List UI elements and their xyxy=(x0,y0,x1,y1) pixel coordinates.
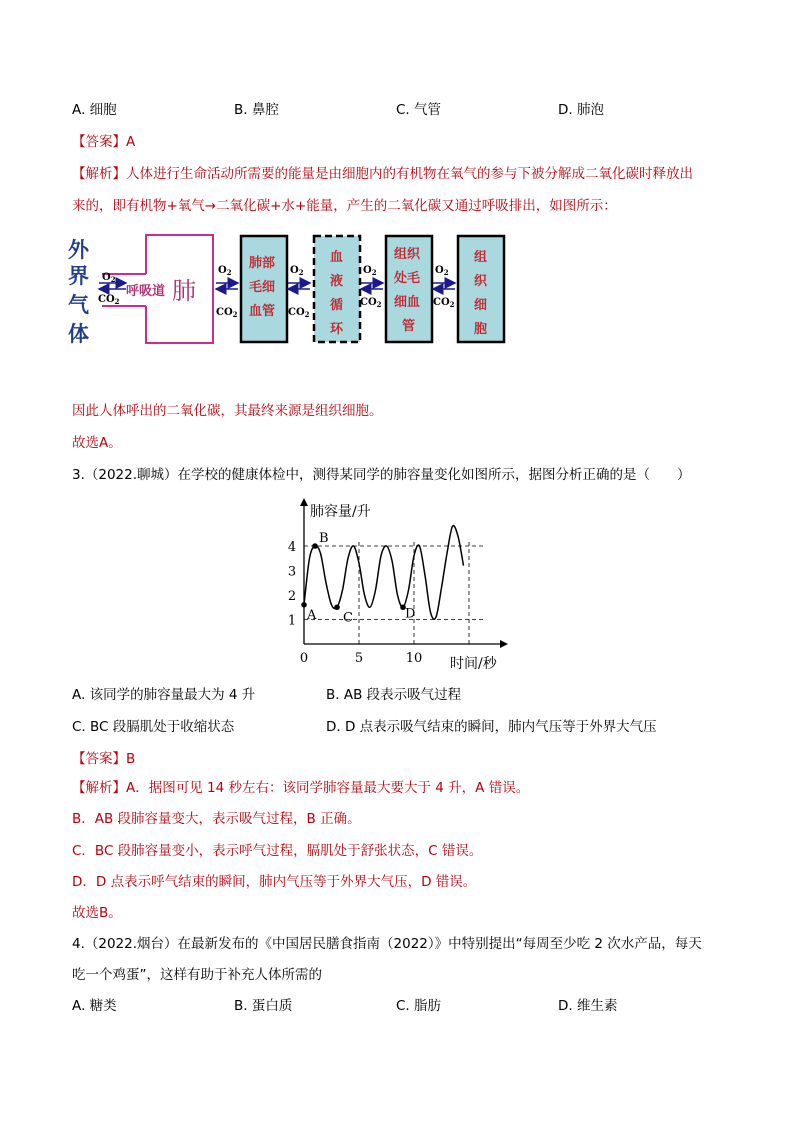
gas-exchange-arrows-1 xyxy=(216,265,238,319)
q2-option-c: C. 气管 xyxy=(396,102,442,118)
q2-choose: 故选A。 xyxy=(72,435,122,451)
x-tick-label: 10 xyxy=(405,651,423,666)
y-axis-label: 肺容量/升 xyxy=(310,504,371,520)
gas-exchange-arrows-2 xyxy=(288,265,310,319)
analysis-bracket: 【解析】 xyxy=(72,166,126,182)
outside-char-3: 气 xyxy=(68,292,89,317)
svg-text:CO2: $CO_2$ xyxy=(216,307,238,319)
analysis-text: A．据图可见 14 秒左右：该同学肺容量最大要大于 4 升，A 错误。 xyxy=(126,780,530,796)
box2-line3: 循 xyxy=(330,298,344,313)
answer-bracket: 【答案】 xyxy=(72,134,126,150)
box3-line1: 组织 xyxy=(394,247,421,262)
q4-option-d: D. 维生素 xyxy=(558,998,618,1014)
analysis-bracket: 【解析】 xyxy=(72,780,126,796)
q3-analysis-line2: B．AB 段肺容量变大，表示吸气过程，B 正确。 xyxy=(72,811,361,827)
q2-option-d: D. 肺泡 xyxy=(558,102,604,118)
box2-line1: 血 xyxy=(330,250,344,265)
answer-value: B xyxy=(126,751,136,767)
outside-char-1: 外 xyxy=(68,237,89,262)
q3-choose: 故选B。 xyxy=(72,905,122,921)
answer-bracket: 【答案】 xyxy=(72,751,126,767)
q2-analysis-line1 xyxy=(72,165,693,183)
box2-line2: 液 xyxy=(330,274,344,289)
box4-line1: 组 xyxy=(474,250,488,265)
svg-text:CO2: $CO_2$ xyxy=(360,297,382,309)
svg-text:CO2: $CO_2$ xyxy=(288,307,310,319)
q4-option-a: A. 糖类 xyxy=(72,998,117,1014)
box3-line4: 管 xyxy=(402,319,416,334)
point-a-label: A xyxy=(307,607,317,623)
y-tick-label: 3 xyxy=(287,564,297,580)
svg-text:O2: $O_2$ xyxy=(218,265,232,277)
svg-text:CO2: $CO_2$ xyxy=(433,297,455,309)
y-tick-label: 2 xyxy=(287,589,297,604)
svg-text:O2: $O_2$ xyxy=(435,265,449,277)
point-d-label: D xyxy=(405,606,416,622)
q4-option-c: C. 脂肪 xyxy=(396,998,442,1014)
q4-stem-line2: 吃一个鸡蛋”，这样有助于补充人体所需的 xyxy=(72,967,322,983)
q3-option-b: B. AB 段表示吸气过程 xyxy=(326,687,462,703)
svg-text:O2: $O_2$ xyxy=(102,272,116,284)
q3-option-c: C. BC 段膈肌处于收缩状态 xyxy=(72,719,235,735)
q3-analysis-line1 xyxy=(72,779,529,797)
q4-stem-line1: 4.（2022.烟台）在最新发布的《中国居民膳食指南（2022）》中特别提出“每周至少吃 2 次水产品，每天 xyxy=(72,936,702,952)
gas-exchange-arrows-3 xyxy=(360,265,383,309)
q2-option-b: B. 鼻腔 xyxy=(234,102,279,118)
x-axis-arrow xyxy=(500,640,508,648)
box4-line3: 细 xyxy=(474,298,488,313)
y-tick-label: 4 xyxy=(287,540,297,555)
gas-exchange-arrows-4 xyxy=(433,265,455,309)
point-b-label: B xyxy=(319,531,329,546)
box4-line2: 织 xyxy=(474,274,488,289)
svg-text:O2: $O_2$ xyxy=(363,265,377,277)
q3-analysis-line4: D．D 点表示呼气结束的瞬间，肺内气压等于外界大气压，D 错误。 xyxy=(72,874,477,890)
q2-analysis-line2: 来的，即有机物+氧气→二氧化碳+水+能量，产生的二氧化碳又通过呼吸排出，如图所示： xyxy=(72,198,617,214)
answer-value: A xyxy=(126,134,136,150)
x-tick-label: 0 xyxy=(299,651,309,666)
box1-line1: 肺部 xyxy=(249,256,276,271)
point-a-dot xyxy=(301,602,307,608)
q2-option-a: A. 细胞 xyxy=(72,102,117,118)
x-axis-label: 时间/秒 xyxy=(450,656,497,672)
box3-line2: 处毛 xyxy=(394,271,421,286)
q3-answer xyxy=(72,750,135,768)
q2-conclusion: 因此人体呼出的二氧化碳，其最终来源是组织细胞。 xyxy=(72,403,383,419)
q3-stem: 3.（2022.聊城）在学校的健康体检中，测得某同学的肺容量变化如图所示，据图分析正确的是（ ） xyxy=(72,467,691,483)
point-c-dot xyxy=(334,604,340,610)
x-tick-label: 5 xyxy=(354,651,364,666)
svg-text:O2: $O_2$ xyxy=(290,265,304,277)
q3-option-a: A. 该同学的肺容量最大为 4 升 xyxy=(72,687,256,703)
y-tick-label: 1 xyxy=(287,613,297,629)
q2-answer xyxy=(72,133,135,151)
y-axis-arrow xyxy=(300,498,308,506)
box3-line3: 细血 xyxy=(394,295,421,310)
q4-option-b: B. 蛋白质 xyxy=(234,998,293,1014)
q3-analysis-line3: C．BC 段肺容量变小，表示呼气过程，膈肌处于舒张状态，C 错误。 xyxy=(72,843,483,859)
q3-option-d: D. D 点表示吸气结束的瞬间，肺内气压等于外界大气压 xyxy=(326,719,657,735)
box1-line2: 毛细 xyxy=(249,280,276,295)
box2-line4: 环 xyxy=(330,322,344,337)
lung-volume-chart xyxy=(280,496,520,676)
airway-label: 呼吸道 xyxy=(126,284,166,299)
point-c-label: C xyxy=(343,610,353,626)
respiration-diagram xyxy=(66,231,512,357)
box4-line4: 胞 xyxy=(474,322,488,337)
svg-text:CO2: $CO_2$ xyxy=(98,294,120,306)
outside-char-2: 界 xyxy=(68,263,89,288)
analysis-text: 人体进行生命活动所需要的能量是由细胞内的有机物在氧气的参与下被分解成二氧化碳时释放出 xyxy=(126,166,693,182)
box1-line3: 血管 xyxy=(249,304,276,319)
outside-char-4: 体 xyxy=(68,321,89,346)
lung-label: 肺 xyxy=(172,277,196,305)
point-b-dot xyxy=(312,543,318,549)
